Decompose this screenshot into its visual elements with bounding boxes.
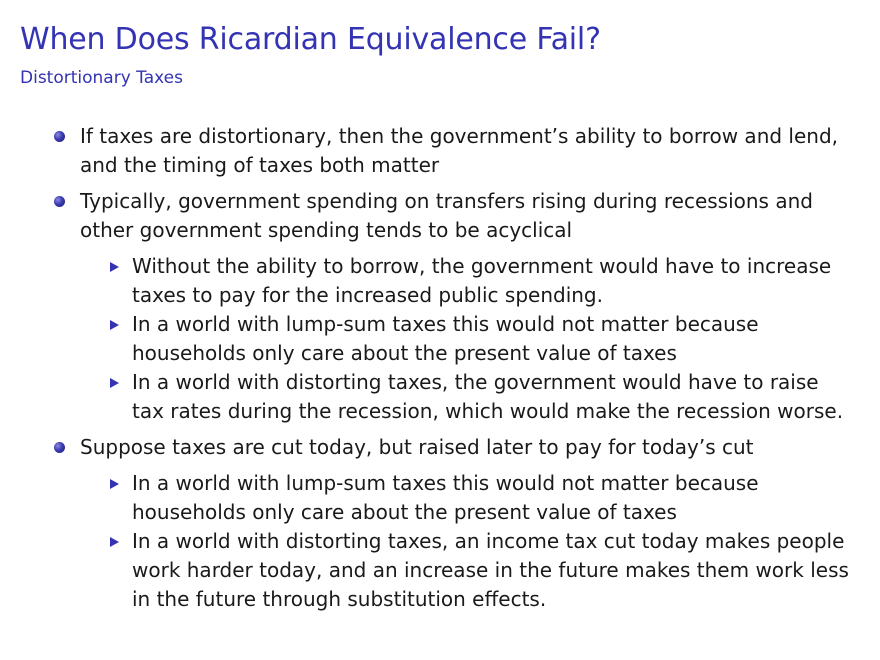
triangle-bullet-icon (110, 320, 119, 330)
sub-bullet-text: In a world with lump-sum taxes this would not matter because households only care about the present value of taxes (132, 312, 759, 365)
bullet-text: Typically, government spending on transfers rising during recessions and other government spending tends to be acyclical (80, 189, 813, 242)
sub-bullet-text: In a world with distorting taxes, an income tax cut today makes people work harder today, and an increase in the future makes them work less in the future through substitution effects. (132, 529, 849, 611)
sub-bullet-text: Without the ability to borrow, the government would have to increase taxes to pay for the increased public spending. (132, 254, 832, 307)
slide-title: When Does Ricardian Equivalence Fail? (20, 22, 601, 57)
sub-bullet-item (0, 469, 852, 527)
sub-bullet-item (0, 368, 852, 426)
bullet-item (0, 122, 850, 180)
slide-content (0, 122, 880, 614)
sub-bullet-text: In a world with lump-sum taxes this would not matter because households only care about the present value of taxes (132, 471, 759, 524)
circle-bullet-icon (54, 131, 65, 142)
sub-bullet-item (0, 310, 852, 368)
bullet-item (0, 433, 850, 462)
sub-bullet-text: In a world with distorting taxes, the government would have to raise tax rates during the recession, which would make the recession worse. (132, 370, 844, 423)
triangle-bullet-icon (110, 378, 119, 388)
sub-bullet-item (0, 252, 852, 310)
slide-subtitle: Distortionary Taxes (20, 68, 184, 88)
circle-bullet-icon (54, 196, 65, 207)
triangle-bullet-icon (110, 479, 119, 489)
bullet-text: Suppose taxes are cut today, but raised later to pay for today’s cut (80, 435, 754, 459)
bullet-item (0, 187, 850, 245)
slide-header (0, 0, 880, 100)
bullet-text: If taxes are distortionary, then the government’s ability to borrow and lend, and the timing of taxes both matter (80, 124, 839, 177)
circle-bullet-icon (54, 442, 65, 453)
triangle-bullet-icon (110, 262, 119, 272)
sub-bullet-item (0, 527, 852, 614)
triangle-bullet-icon (110, 537, 119, 547)
